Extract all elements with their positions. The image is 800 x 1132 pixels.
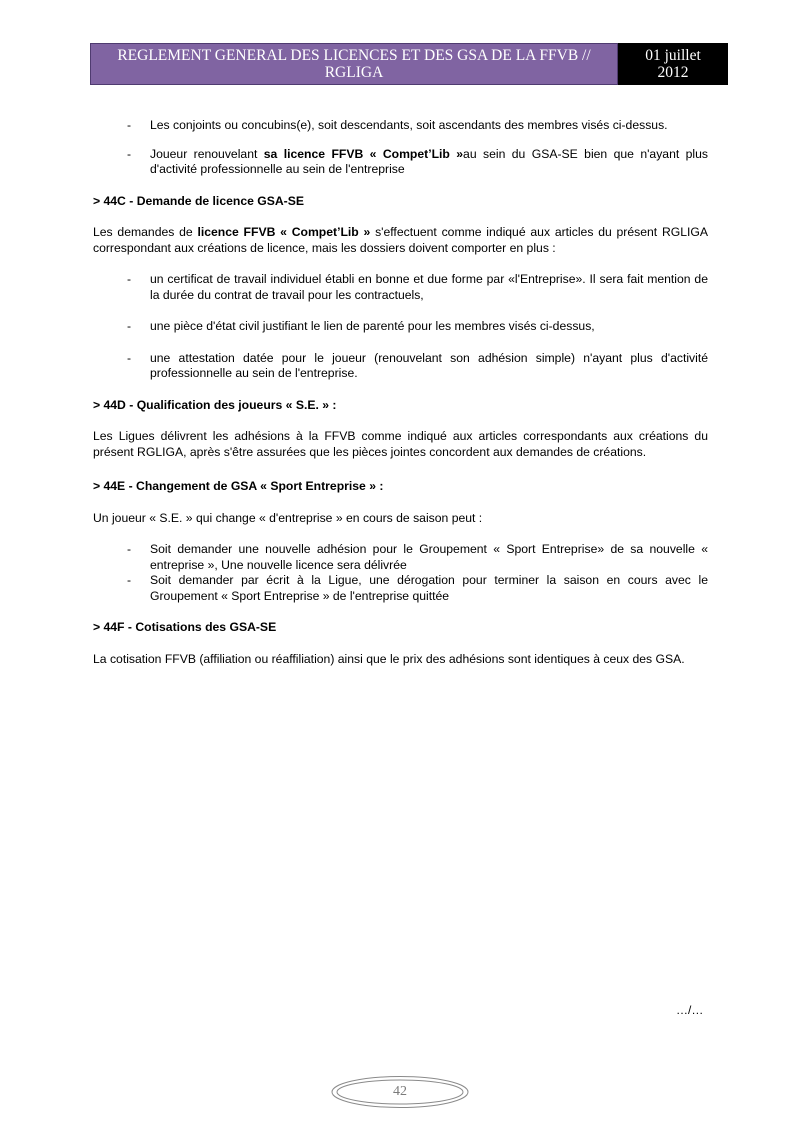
section-44f-text: La cotisation FFVB (affiliation ou réaffiliation) ainsi que le prix des adhésions sont identiques à ceux des GSA. <box>93 651 685 666</box>
section-heading-44e: > 44E - Changement de GSA « Sport Entreprise » : <box>93 479 384 493</box>
section-44d-text: Les Ligues délivrent les adhésions à la FFVB comme indiqué aux articles correspondants aux créations du présent RGLIGA, après s'être assurées que les pièces jointes concordent aux demandes de créations. <box>93 429 708 459</box>
header-title-line-2: RGLIGA <box>324 64 384 81</box>
list-item <box>93 118 708 134</box>
list-item-text: un certificat de travail individuel établi en bonne et due forme par «l'Entreprise». Il sera fait mention de la durée du contrat de travail pour les contractuels, <box>150 272 708 302</box>
bullet-dash: - <box>127 542 132 556</box>
bullet-dash: - <box>127 146 132 161</box>
page-header <box>90 43 728 85</box>
section-44c-intro <box>93 225 708 256</box>
bullet-dash: - <box>127 272 132 286</box>
list-item <box>93 147 708 178</box>
intro-bold: licence FFVB « Compet’Lib » <box>197 225 371 239</box>
list-item-text: Soit demander par écrit à la Ligue, une dérogation pour terminer la saison en cours avec le Groupement « Sport Entreprise » de l'entreprise quittée <box>150 573 708 603</box>
header-date-line-1: 01 juillet <box>645 47 701 64</box>
document-body <box>93 118 708 667</box>
page-number: 42 <box>393 1084 407 1099</box>
bullet-dash: - <box>127 319 132 333</box>
list-item <box>93 319 708 335</box>
list-item <box>93 573 708 604</box>
intro-pre: Les demandes de <box>93 225 198 239</box>
list-item-text: une attestation datée pour le joueur (renouvelant son adhésion simple) n'ayant plus d'activité professionnelle au sein de l'entreprise. <box>150 350 708 380</box>
section-heading-44d: > 44D - Qualification des joueurs « S.E. » : <box>93 397 337 412</box>
list-item <box>93 272 708 303</box>
bullet-dash: - <box>127 118 132 132</box>
section-44e-intro: Un joueur « S.E. » qui change « d'entreprise » en cours de saison peut : <box>93 510 483 525</box>
header-title <box>90 43 618 85</box>
bullet-dash: - <box>127 350 132 365</box>
header-date <box>618 43 728 85</box>
list-item-text: Les conjoints ou concubins(e), soit descendants, soit ascendants des membres visés ci-dessus. <box>150 118 668 132</box>
list-item-text-bold: sa licence FFVB « Compet’Lib » <box>263 146 464 161</box>
list-item <box>93 542 708 573</box>
list-item <box>93 351 708 382</box>
header-date-line-2: 2012 <box>657 64 689 81</box>
header-title-line-1: REGLEMENT GENERAL DES LICENCES ET DES GSA DE LA FFVB // <box>117 47 591 64</box>
list-item-text-post: au sein du GSA-SE bien que n'ayant plus d'activité professionnelle au sein de l'entreprise <box>150 146 709 176</box>
bullet-dash: - <box>127 573 132 587</box>
page-number-badge <box>330 1075 470 1109</box>
list-item-text-pre: Joueur renouvelant <box>150 146 264 161</box>
section-heading-44c: > 44C - Demande de licence GSA-SE <box>93 193 304 208</box>
intro-post: s'effectuent comme indiqué aux articles du présent RGLIGA correspondant aux créations de licence, mais les dossiers doivent comporter en plus : <box>93 225 709 255</box>
list-item-text: une pièce d'état civil justifiant le lien de parenté pour les membres visés ci-dessus, <box>150 319 595 333</box>
list-item-text: Soit demander une nouvelle adhésion pour le Groupement « Sport Entreprise» de sa nouvelle « entreprise », Une nouvelle licence sera délivrée <box>150 542 708 572</box>
section-heading-44f: > 44F - Cotisations des GSA-SE <box>93 620 277 634</box>
continued-marker: …/… <box>676 1003 704 1017</box>
